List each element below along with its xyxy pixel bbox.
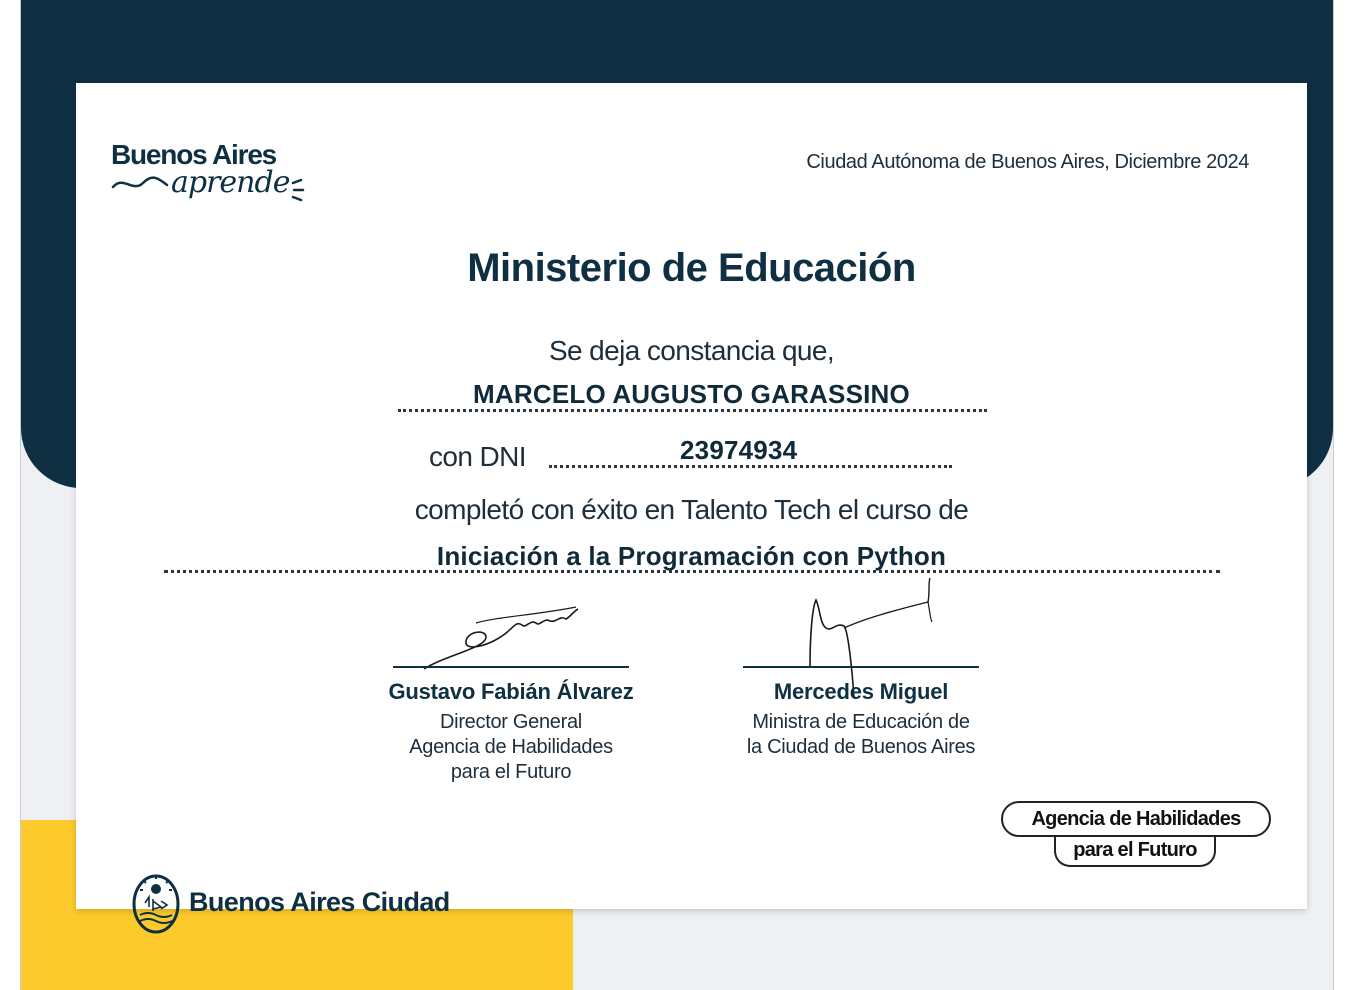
signer1-role-line1: Director General	[440, 711, 582, 733]
recipient-name: MARCELO AUGUSTO GARASSINO	[473, 379, 910, 409]
city-coat-of-arms-icon	[131, 873, 181, 935]
course-name: Iniciación a la Programación con Python	[436, 541, 947, 571]
logo-line2: aprende	[171, 165, 290, 200]
certificate-card	[76, 83, 1307, 909]
signer1-role-line2: Agencia de Habilidades	[409, 736, 613, 758]
certificate-title: Ministerio de Educación	[467, 246, 916, 290]
agency-habilidades-logo	[1001, 801, 1273, 871]
signature-alvarez-icon	[416, 593, 636, 675]
certificate-frame	[20, 0, 1334, 990]
signer1-role	[361, 710, 661, 785]
completion-text: completó con éxito en Talento Tech el curso de	[414, 494, 969, 525]
buenos-aires-aprende-logo	[111, 135, 311, 215]
signer1-role-line3: para el Futuro	[450, 761, 572, 783]
signer2-role-line1: Ministra de Educación de	[752, 711, 970, 733]
signature-line-1	[393, 666, 629, 668]
signer2-name: Mercedes Miguel	[773, 679, 949, 704]
intro-text: Se deja constancia que,	[548, 335, 835, 366]
dni-label: con DNI	[429, 441, 526, 472]
dni-value: 23974934	[680, 435, 798, 465]
place-date: Ciudad Autónoma de Buenos Aires, Diciembre 2024	[806, 151, 1249, 173]
agency-logo-line2: para el Futuro	[1054, 835, 1216, 867]
logo-line1: Buenos Aires	[111, 139, 277, 170]
signature-line-2	[743, 666, 979, 668]
signer2-role-line2: la Ciudad de Buenos Aires	[746, 736, 976, 758]
agency-logo-line1: Agencia de Habilidades	[1001, 801, 1271, 837]
signer2-role	[711, 710, 1011, 760]
city-logo-text: Buenos Aires Ciudad	[189, 887, 450, 917]
logo-swash-icon	[111, 135, 311, 215]
signer1-name: Gustavo Fabián Álvarez	[388, 679, 634, 704]
